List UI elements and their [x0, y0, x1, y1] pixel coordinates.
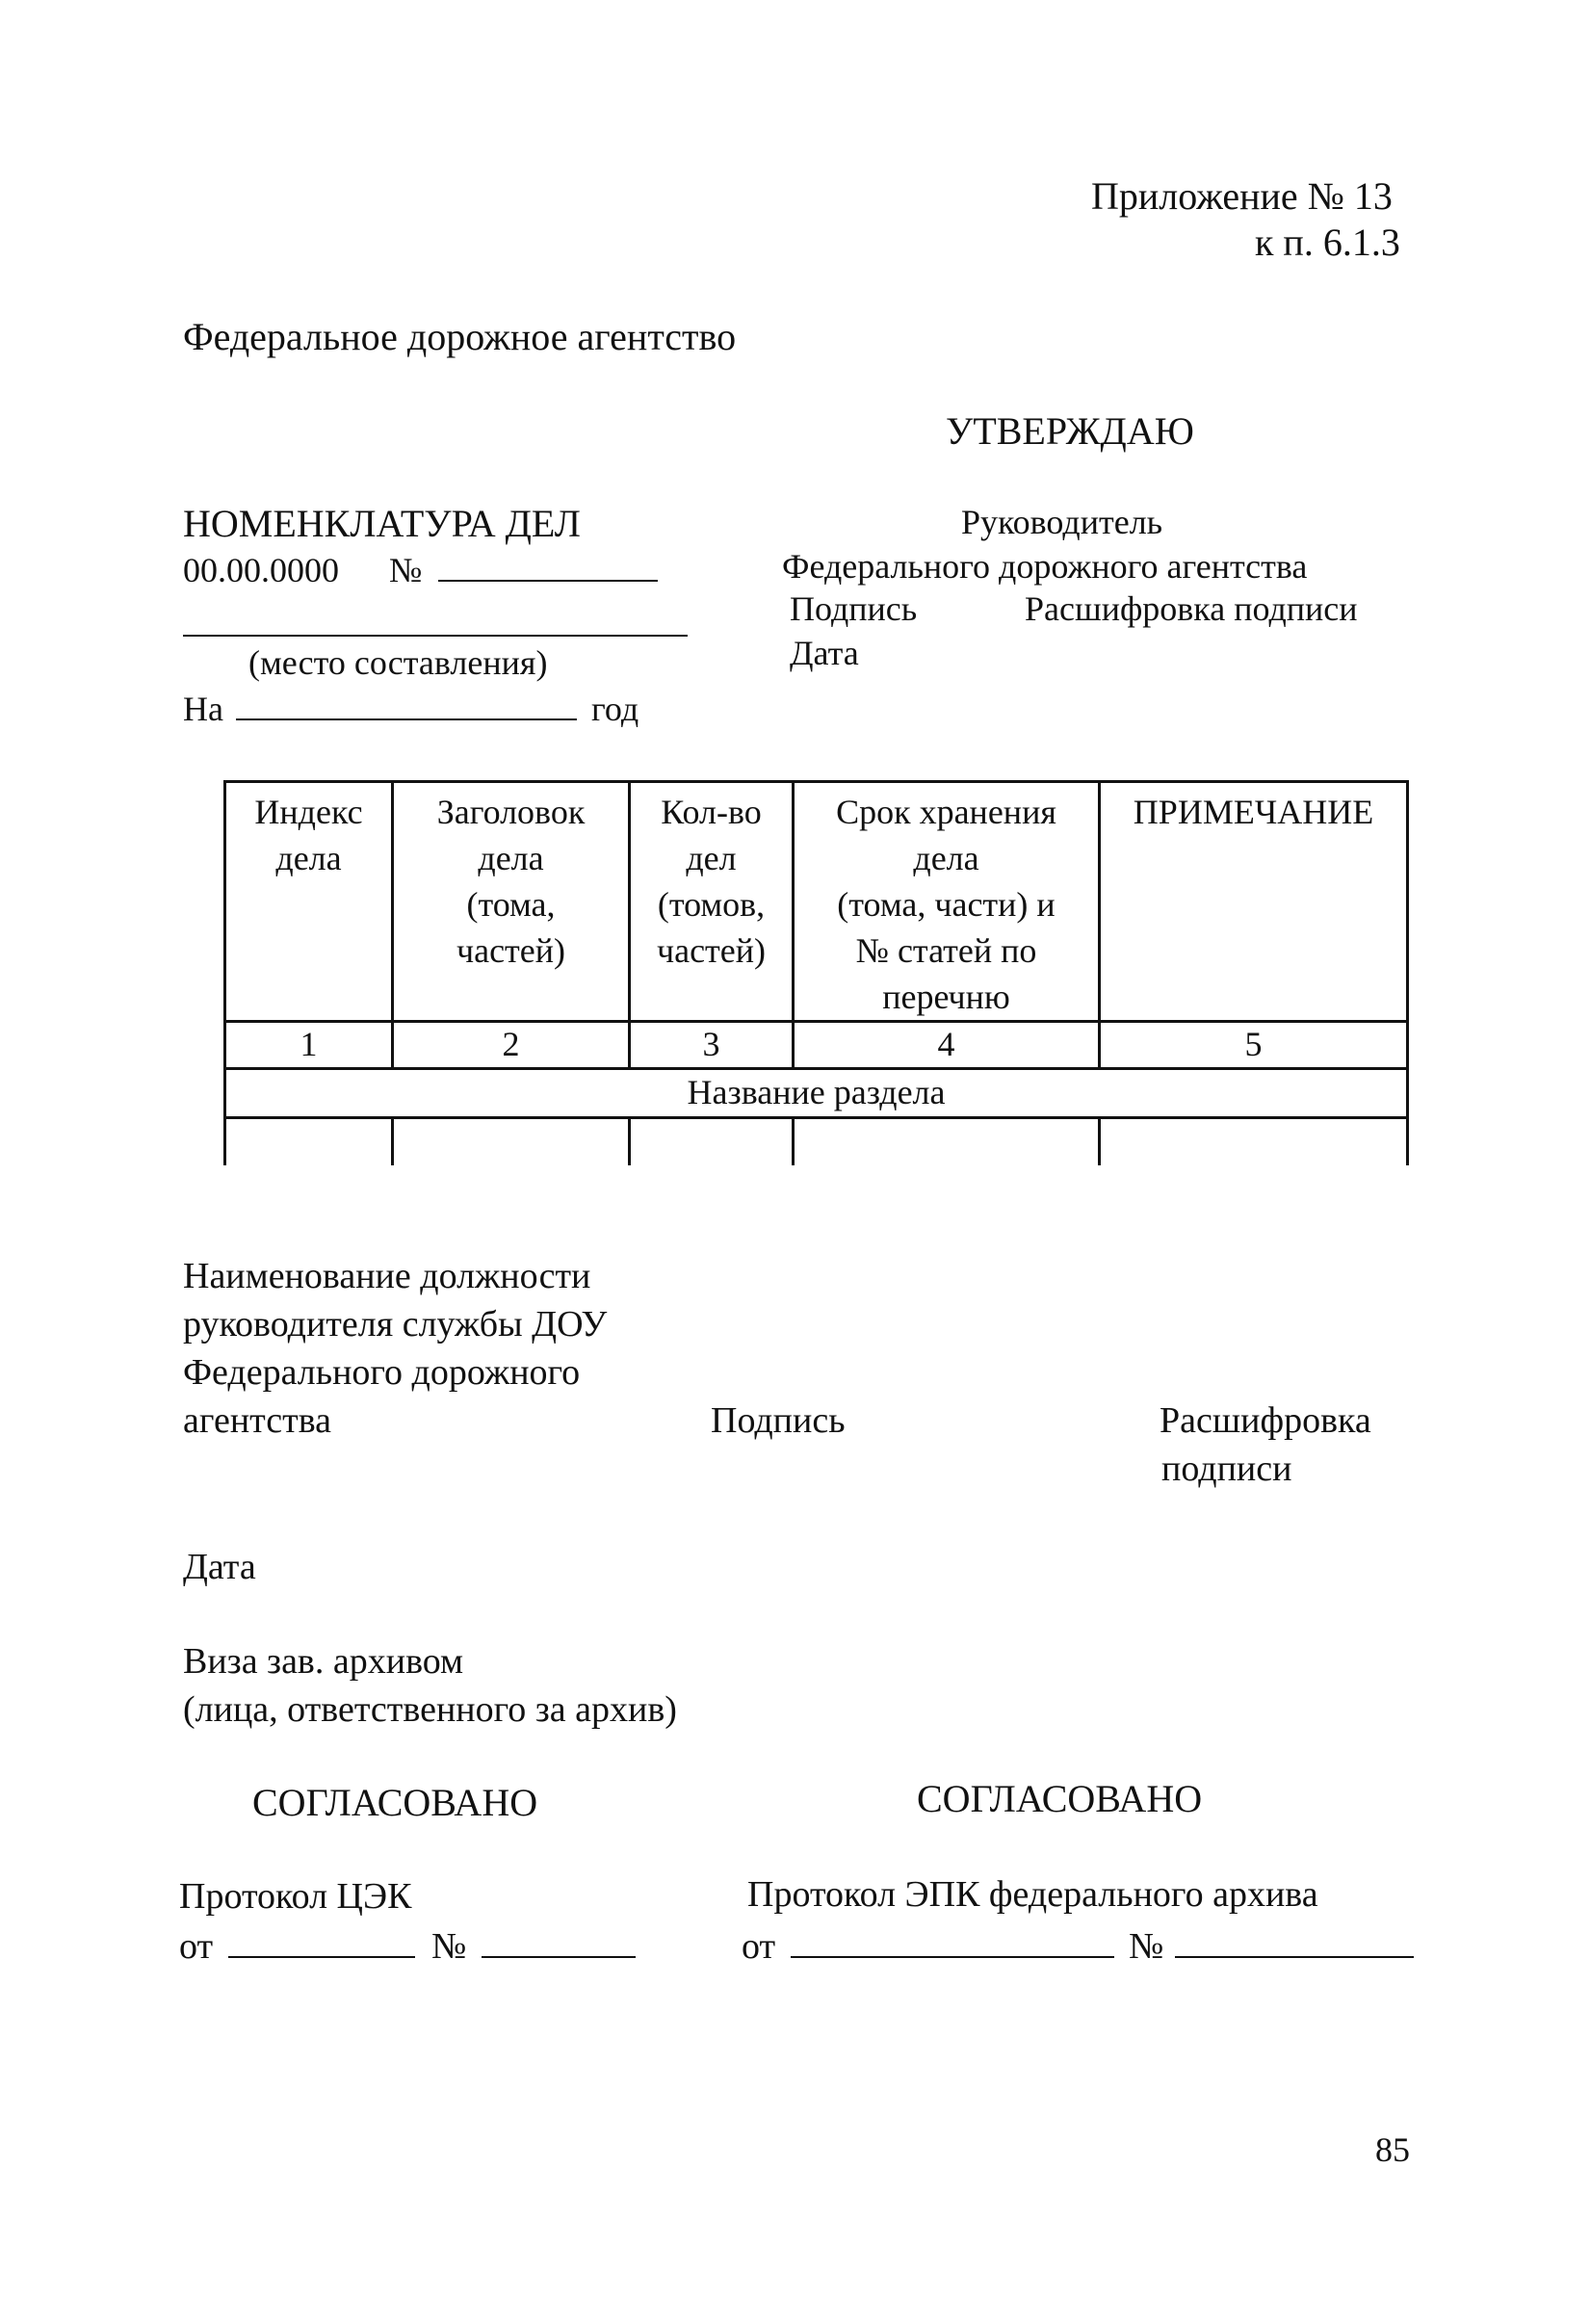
- protocol-left-fields: [179, 1924, 636, 1969]
- approver-date: Дата: [790, 634, 859, 672]
- page-number: 85: [1375, 2130, 1410, 2169]
- approver-signature-decode: Расшифровка подписи: [1025, 589, 1358, 628]
- footer-date: Дата: [183, 1547, 256, 1587]
- header-cell-count: Кол-во дел (томов, частей): [630, 782, 794, 1022]
- footer-signature-decode: подписи: [1161, 1449, 1292, 1489]
- agreed-left: СОГЛАСОВАНО: [252, 1781, 538, 1824]
- header-cell-retention: Срок хранения дела (тома, части) и № статей по перечню: [794, 782, 1100, 1022]
- table-row: [225, 1118, 1408, 1166]
- visa-line: (лица, ответственного за архив): [183, 1689, 677, 1730]
- table-section-row: [225, 1069, 1408, 1118]
- place-label: (место составления): [248, 643, 548, 682]
- column-number: 3: [630, 1022, 794, 1069]
- number-sign: №: [389, 551, 423, 589]
- table-cell[interactable]: [1100, 1118, 1408, 1166]
- approve-heading: УТВЕРЖДАЮ: [946, 409, 1194, 453]
- protocol-left: Протокол ЦЭК: [179, 1876, 412, 1917]
- document-number-field[interactable]: [438, 549, 658, 582]
- approver-position: Руководитель: [961, 503, 1163, 541]
- column-number: 1: [225, 1022, 393, 1069]
- header-cell-note: ПРИМЕЧАНИЕ: [1100, 782, 1408, 1022]
- table-number-row: [225, 1022, 1408, 1069]
- position-line: руководителя службы ДОУ: [183, 1304, 608, 1345]
- protocol-right: Протокол ЭПК федерального архива: [747, 1874, 1318, 1915]
- protocol-right-fields: [742, 1924, 1414, 1969]
- nomenclature-table: [223, 780, 1409, 1165]
- table-header-row: [225, 782, 1408, 1022]
- from-label: от: [742, 1926, 776, 1967]
- number-sign: №: [431, 1926, 467, 1967]
- column-number: 4: [794, 1022, 1100, 1069]
- table-cell[interactable]: [630, 1118, 794, 1166]
- table-cell[interactable]: [794, 1118, 1100, 1166]
- approver-signature: Подпись: [790, 589, 918, 628]
- number-sign: №: [1129, 1926, 1164, 1967]
- from-label: от: [179, 1926, 214, 1967]
- agreed-right: СОГЛАСОВАНО: [917, 1777, 1203, 1820]
- protocol-left-number-field[interactable]: [482, 1925, 636, 1958]
- clause-label: к п. 6.1.3: [1255, 221, 1400, 264]
- position-line: Федерального дорожного: [183, 1352, 581, 1393]
- protocol-right-date-field[interactable]: [791, 1925, 1114, 1958]
- column-number: 5: [1100, 1022, 1408, 1069]
- table-cell[interactable]: [393, 1118, 630, 1166]
- place-field-line[interactable]: [183, 635, 688, 637]
- table-cell[interactable]: [225, 1118, 393, 1166]
- document-date-line: [183, 549, 658, 591]
- protocol-left-date-field[interactable]: [228, 1925, 415, 1958]
- footer-signature: Подпись: [711, 1400, 846, 1441]
- protocol-right-number-field[interactable]: [1175, 1925, 1414, 1958]
- approver-agency: Федерального дорожного агентства: [782, 547, 1308, 586]
- section-name: Название раздела: [225, 1069, 1408, 1118]
- year-field[interactable]: [236, 688, 577, 720]
- year-suffix: год: [590, 690, 639, 728]
- appendix-label: Приложение № 13: [1091, 174, 1393, 218]
- position-line: Наименование должности: [183, 1256, 591, 1296]
- header-cell-title: Заголовок дела (тома, частей): [393, 782, 630, 1022]
- year-prefix: На: [183, 690, 223, 728]
- document-title: НОМЕНКЛАТУРА ДЕЛ: [183, 502, 581, 545]
- visa-line: Виза зав. архивом: [183, 1641, 464, 1682]
- footer-signature-decode: Расшифровка: [1160, 1400, 1371, 1441]
- document-date: 00.00.0000: [183, 551, 339, 589]
- year-line: [183, 688, 639, 730]
- column-number: 2: [393, 1022, 630, 1069]
- organization-name: Федеральное дорожное агентство: [183, 315, 737, 358]
- header-cell-index: Индекс дела: [225, 782, 393, 1022]
- position-line: агентства: [183, 1400, 332, 1441]
